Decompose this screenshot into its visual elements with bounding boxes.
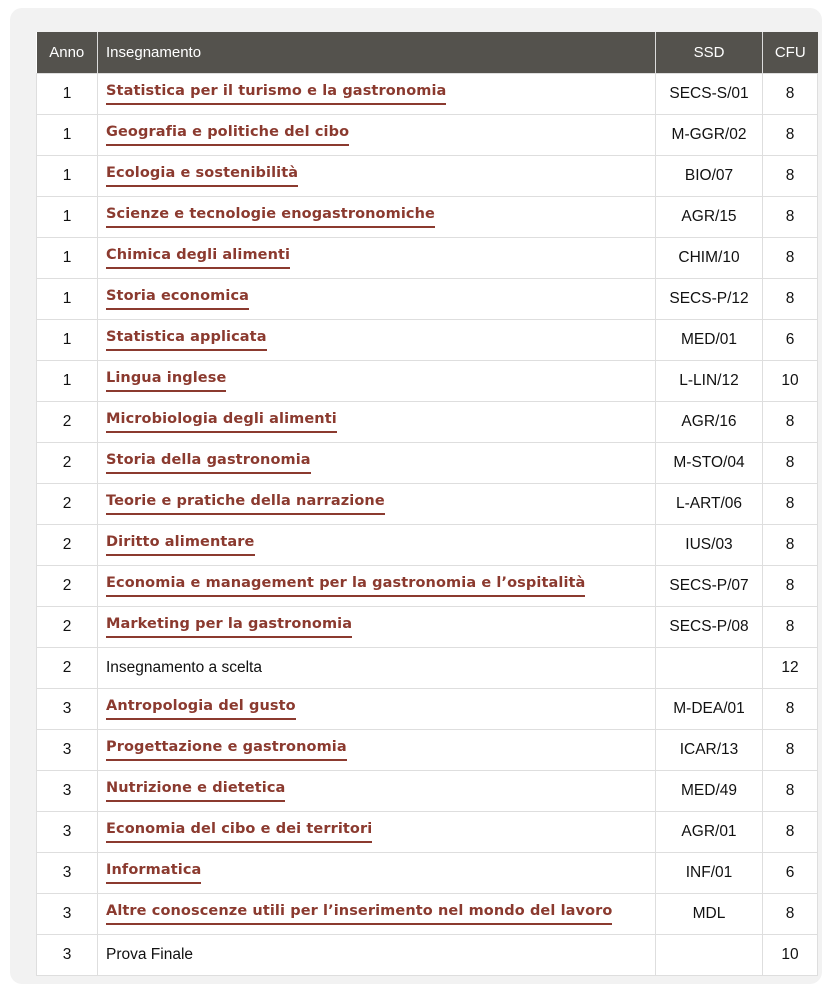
cell-cfu: 8 (763, 114, 818, 155)
cell-insegnamento (98, 278, 656, 319)
course-link[interactable]: Statistica applicata (106, 328, 267, 351)
cell-ssd: INF/01 (656, 852, 763, 893)
course-link[interactable]: Antropologia del gusto (106, 697, 296, 720)
cell-ssd: CHIM/10 (656, 237, 763, 278)
course-link[interactable]: Diritto alimentare (106, 533, 255, 556)
cell-cfu: 8 (763, 524, 818, 565)
cell-anno: 3 (37, 729, 98, 770)
cell-ssd: SECS-P/07 (656, 565, 763, 606)
cell-anno: 1 (37, 114, 98, 155)
cell-cfu: 8 (763, 483, 818, 524)
table-row (37, 688, 818, 729)
cell-anno: 3 (37, 852, 98, 893)
cell-ssd: SECS-S/01 (656, 73, 763, 114)
cell-ssd: ICAR/13 (656, 729, 763, 770)
cell-cfu: 6 (763, 852, 818, 893)
cell-anno: 3 (37, 811, 98, 852)
cell-cfu: 8 (763, 893, 818, 934)
cell-anno: 2 (37, 401, 98, 442)
course-link[interactable]: Storia economica (106, 287, 249, 310)
course-link[interactable]: Economia e management per la gastronomia e l’ospitalità (106, 574, 585, 597)
cell-insegnamento (98, 647, 656, 688)
cell-cfu: 8 (763, 770, 818, 811)
cell-insegnamento (98, 196, 656, 237)
cell-ssd: M-DEA/01 (656, 688, 763, 729)
cell-insegnamento (98, 770, 656, 811)
cell-ssd: M-STO/04 (656, 442, 763, 483)
table-row (37, 524, 818, 565)
table-row (37, 483, 818, 524)
header-ssd: SSD (656, 32, 763, 73)
cell-insegnamento (98, 688, 656, 729)
cell-anno: 1 (37, 196, 98, 237)
cell-ssd: AGR/15 (656, 196, 763, 237)
study-plan-table (36, 32, 818, 976)
table-row (37, 606, 818, 647)
cell-anno: 1 (37, 360, 98, 401)
cell-anno: 2 (37, 483, 98, 524)
course-link[interactable]: Marketing per la gastronomia (106, 615, 352, 638)
cell-insegnamento (98, 606, 656, 647)
cell-anno: 1 (37, 155, 98, 196)
cell-ssd: IUS/03 (656, 524, 763, 565)
cell-ssd: MED/01 (656, 319, 763, 360)
cell-cfu: 8 (763, 73, 818, 114)
course-link[interactable]: Altre conoscenze utili per l’inserimento nel mondo del lavoro (106, 902, 612, 925)
cell-cfu: 8 (763, 401, 818, 442)
cell-ssd: BIO/07 (656, 155, 763, 196)
cell-insegnamento (98, 237, 656, 278)
cell-anno: 3 (37, 688, 98, 729)
course-link[interactable]: Microbiologia degli alimenti (106, 410, 337, 433)
cell-cfu: 8 (763, 237, 818, 278)
cell-insegnamento (98, 114, 656, 155)
cell-cfu: 8 (763, 811, 818, 852)
cell-insegnamento (98, 319, 656, 360)
course-name: Insegnamento a scelta (106, 658, 262, 676)
table-row (37, 770, 818, 811)
cell-ssd: L-LIN/12 (656, 360, 763, 401)
cell-cfu: 8 (763, 688, 818, 729)
cell-anno: 1 (37, 319, 98, 360)
cell-insegnamento (98, 155, 656, 196)
course-link[interactable]: Statistica per il turismo e la gastronomia (106, 82, 446, 105)
cell-cfu: 8 (763, 278, 818, 319)
cell-ssd: MDL (656, 893, 763, 934)
table-row (37, 934, 818, 975)
cell-anno: 2 (37, 606, 98, 647)
table-panel (10, 8, 822, 984)
header-cfu: CFU (763, 32, 818, 73)
cell-cfu: 6 (763, 319, 818, 360)
table-row (37, 114, 818, 155)
cell-cfu: 8 (763, 729, 818, 770)
course-link[interactable]: Ecologia e sostenibilità (106, 164, 298, 187)
course-link[interactable]: Teorie e pratiche della narrazione (106, 492, 385, 515)
cell-cfu: 8 (763, 155, 818, 196)
cell-insegnamento (98, 934, 656, 975)
cell-cfu: 8 (763, 442, 818, 483)
cell-cfu: 10 (763, 360, 818, 401)
course-link[interactable]: Lingua inglese (106, 369, 226, 392)
course-name: Prova Finale (106, 945, 194, 963)
cell-anno: 2 (37, 524, 98, 565)
cell-anno: 2 (37, 565, 98, 606)
header-anno: Anno (37, 32, 98, 73)
cell-ssd: MED/49 (656, 770, 763, 811)
cell-ssd: SECS-P/08 (656, 606, 763, 647)
cell-insegnamento (98, 401, 656, 442)
course-link[interactable]: Chimica degli alimenti (106, 246, 290, 269)
cell-anno: 1 (37, 278, 98, 319)
cell-ssd: AGR/01 (656, 811, 763, 852)
cell-insegnamento (98, 565, 656, 606)
course-link[interactable]: Economia del cibo e dei territori (106, 820, 372, 843)
cell-insegnamento (98, 729, 656, 770)
table-row (37, 852, 818, 893)
cell-insegnamento (98, 852, 656, 893)
table-row (37, 196, 818, 237)
table-row (37, 319, 818, 360)
cell-anno: 1 (37, 237, 98, 278)
cell-ssd: AGR/16 (656, 401, 763, 442)
cell-insegnamento (98, 524, 656, 565)
cell-anno: 2 (37, 647, 98, 688)
cell-anno: 1 (37, 73, 98, 114)
cell-anno: 3 (37, 893, 98, 934)
course-link[interactable]: Scienze e tecnologie enogastronomiche (106, 205, 435, 228)
course-link[interactable]: Informatica (106, 861, 201, 884)
table-header-row (37, 32, 818, 73)
course-link[interactable]: Nutrizione e dietetica (106, 779, 285, 802)
cell-cfu: 10 (763, 934, 818, 975)
cell-cfu: 8 (763, 565, 818, 606)
table-row (37, 647, 818, 688)
course-link[interactable]: Progettazione e gastronomia (106, 738, 347, 761)
cell-ssd: SECS-P/12 (656, 278, 763, 319)
cell-insegnamento (98, 483, 656, 524)
cell-insegnamento (98, 893, 656, 934)
cell-ssd (656, 647, 763, 688)
table-row (37, 811, 818, 852)
table-row (37, 278, 818, 319)
cell-insegnamento (98, 442, 656, 483)
cell-insegnamento (98, 360, 656, 401)
cell-cfu: 12 (763, 647, 818, 688)
cell-anno: 2 (37, 442, 98, 483)
table-row (37, 237, 818, 278)
header-insegnamento: Insegnamento (98, 32, 656, 73)
table-row (37, 155, 818, 196)
table-row (37, 360, 818, 401)
cell-anno: 3 (37, 770, 98, 811)
table-row (37, 401, 818, 442)
cell-cfu: 8 (763, 196, 818, 237)
cell-ssd: M-GGR/02 (656, 114, 763, 155)
cell-anno: 3 (37, 934, 98, 975)
cell-insegnamento (98, 811, 656, 852)
table-row (37, 565, 818, 606)
course-link[interactable]: Geografia e politiche del cibo (106, 123, 349, 146)
table-row (37, 73, 818, 114)
table-row (37, 893, 818, 934)
cell-ssd: L-ART/06 (656, 483, 763, 524)
cell-cfu: 8 (763, 606, 818, 647)
course-link[interactable]: Storia della gastronomia (106, 451, 311, 474)
table-row (37, 729, 818, 770)
cell-insegnamento (98, 73, 656, 114)
table-row (37, 442, 818, 483)
cell-ssd (656, 934, 763, 975)
